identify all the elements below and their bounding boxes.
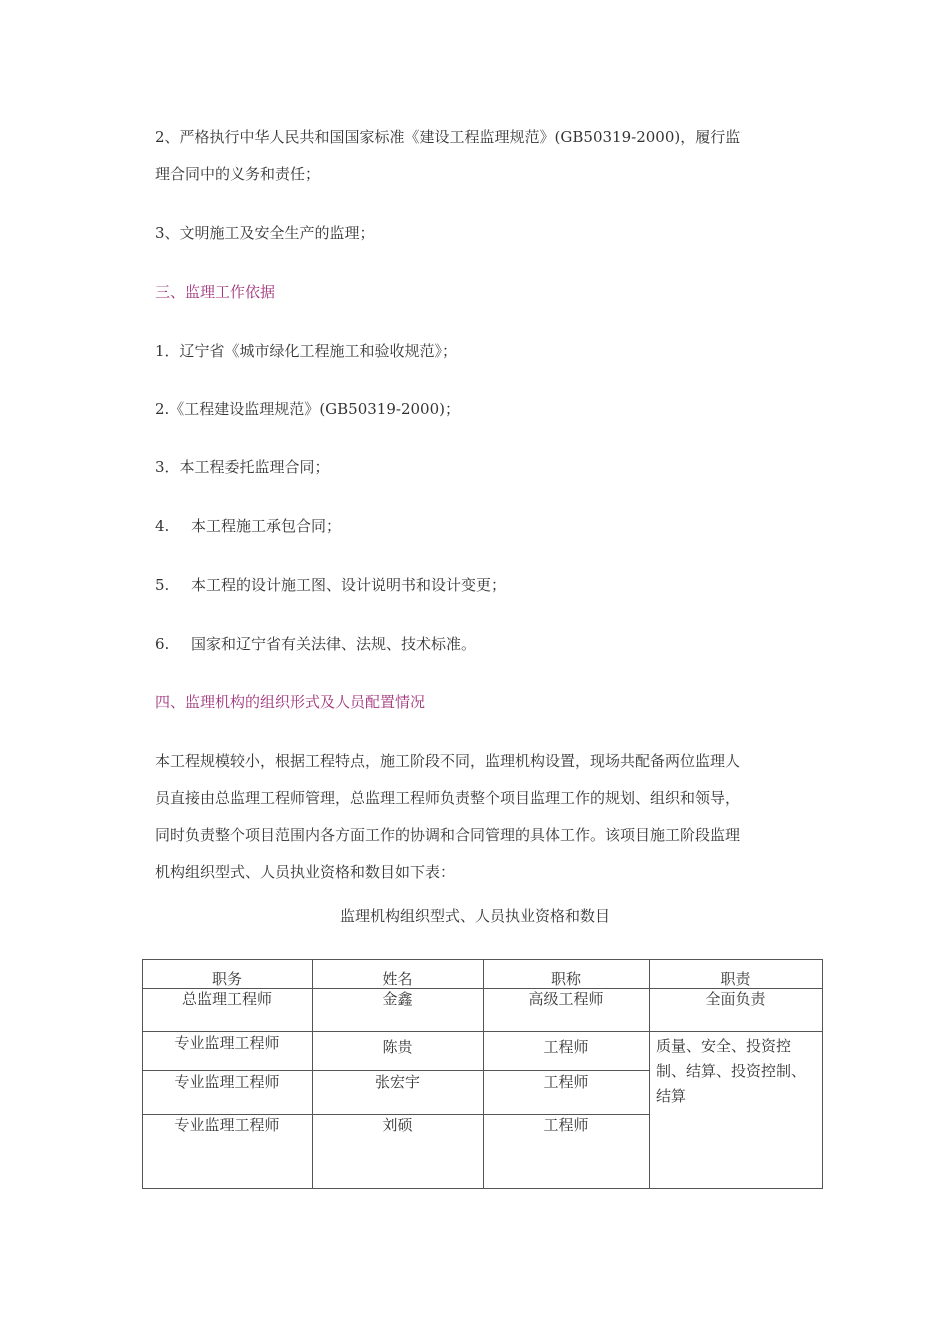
table-border: [822, 959, 823, 1189]
paragraph-line: 机构组织型式、人员执业资格和数目如下表：: [155, 863, 456, 881]
list-item: 2.《工程建设监理规范》(GB50319-2000)；: [155, 400, 460, 418]
table-cell: 工程师: [543, 1038, 589, 1056]
table-cell: 专业监理工程师: [174, 1073, 280, 1091]
column-header: 姓名: [382, 970, 413, 988]
table-caption: 监理机构组织型式、人员执业资格和数目: [339, 907, 610, 925]
table-cell: 专业监理工程师: [174, 1034, 280, 1052]
table-cell: 工程师: [543, 1073, 589, 1091]
table-cell: 陈贵: [382, 1038, 413, 1056]
table-cell: 金鑫: [382, 990, 413, 1008]
list-item: 3．本工程委托监理合同；: [155, 458, 330, 476]
section-heading: 三、监理工作依据: [155, 283, 276, 301]
paragraph-line: 同时负责整个项目范围内各方面工作的协调和合同管理的具体工作。该项目施工阶段监理: [155, 826, 741, 844]
section-heading: 四、监理机构的组织形式及人员配置情况: [155, 693, 426, 711]
list-number: 6.: [155, 635, 170, 653]
list-item: [155, 634, 476, 654]
list-number: 5.: [155, 576, 170, 594]
table-cell: 张宏宇: [374, 1073, 420, 1091]
table-cell: 专业监理工程师: [174, 1116, 280, 1134]
column-header: 职称: [550, 970, 581, 988]
table-cell: 全面负责: [705, 990, 766, 1008]
paragraph-line: 本工程规模较小，根据工程特点，施工阶段不同，监理机构设置，现场共配备两位监理人: [155, 752, 741, 770]
table-border: [142, 1070, 649, 1071]
list-item: [155, 575, 506, 595]
paragraph-line: 理合同中的义务和责任；: [155, 165, 321, 183]
table-cell: 总监理工程师: [181, 990, 272, 1008]
staff-table: [142, 959, 822, 1189]
shared-duty-cell: 质量、安全、投资控制、结算、投资控制、结算: [656, 1037, 807, 1105]
paragraph-line: 员直接由总监理工程师管理，总监理工程师负责整个项目监理工作的规划、组织和领导，: [155, 789, 741, 807]
list-number: 4.: [155, 517, 170, 535]
table-cell: 高级工程师: [528, 990, 604, 1008]
list-item: [155, 516, 341, 536]
column-header: 职务: [211, 970, 242, 988]
paragraph-line: 2、严格执行中华人民共和国国家标准《建设工程监理规范》(GB50319-2000)，履行监: [155, 128, 741, 146]
paragraph-line: 3、文明施工及安全生产的监理；: [155, 224, 375, 242]
list-item: 1．辽宁省《城市绿化工程施工和验收规范》；: [155, 342, 458, 360]
list-text: 本工程施工承包合同；: [191, 517, 342, 535]
list-text: 本工程的设计施工图、设计说明书和设计变更；: [191, 576, 507, 594]
list-text: 国家和辽宁省有关法律、法规、技术标准。: [191, 635, 477, 653]
table-cell: 工程师: [543, 1116, 589, 1134]
column-header: 职责: [720, 970, 751, 988]
table-cell: 刘硕: [382, 1116, 413, 1134]
